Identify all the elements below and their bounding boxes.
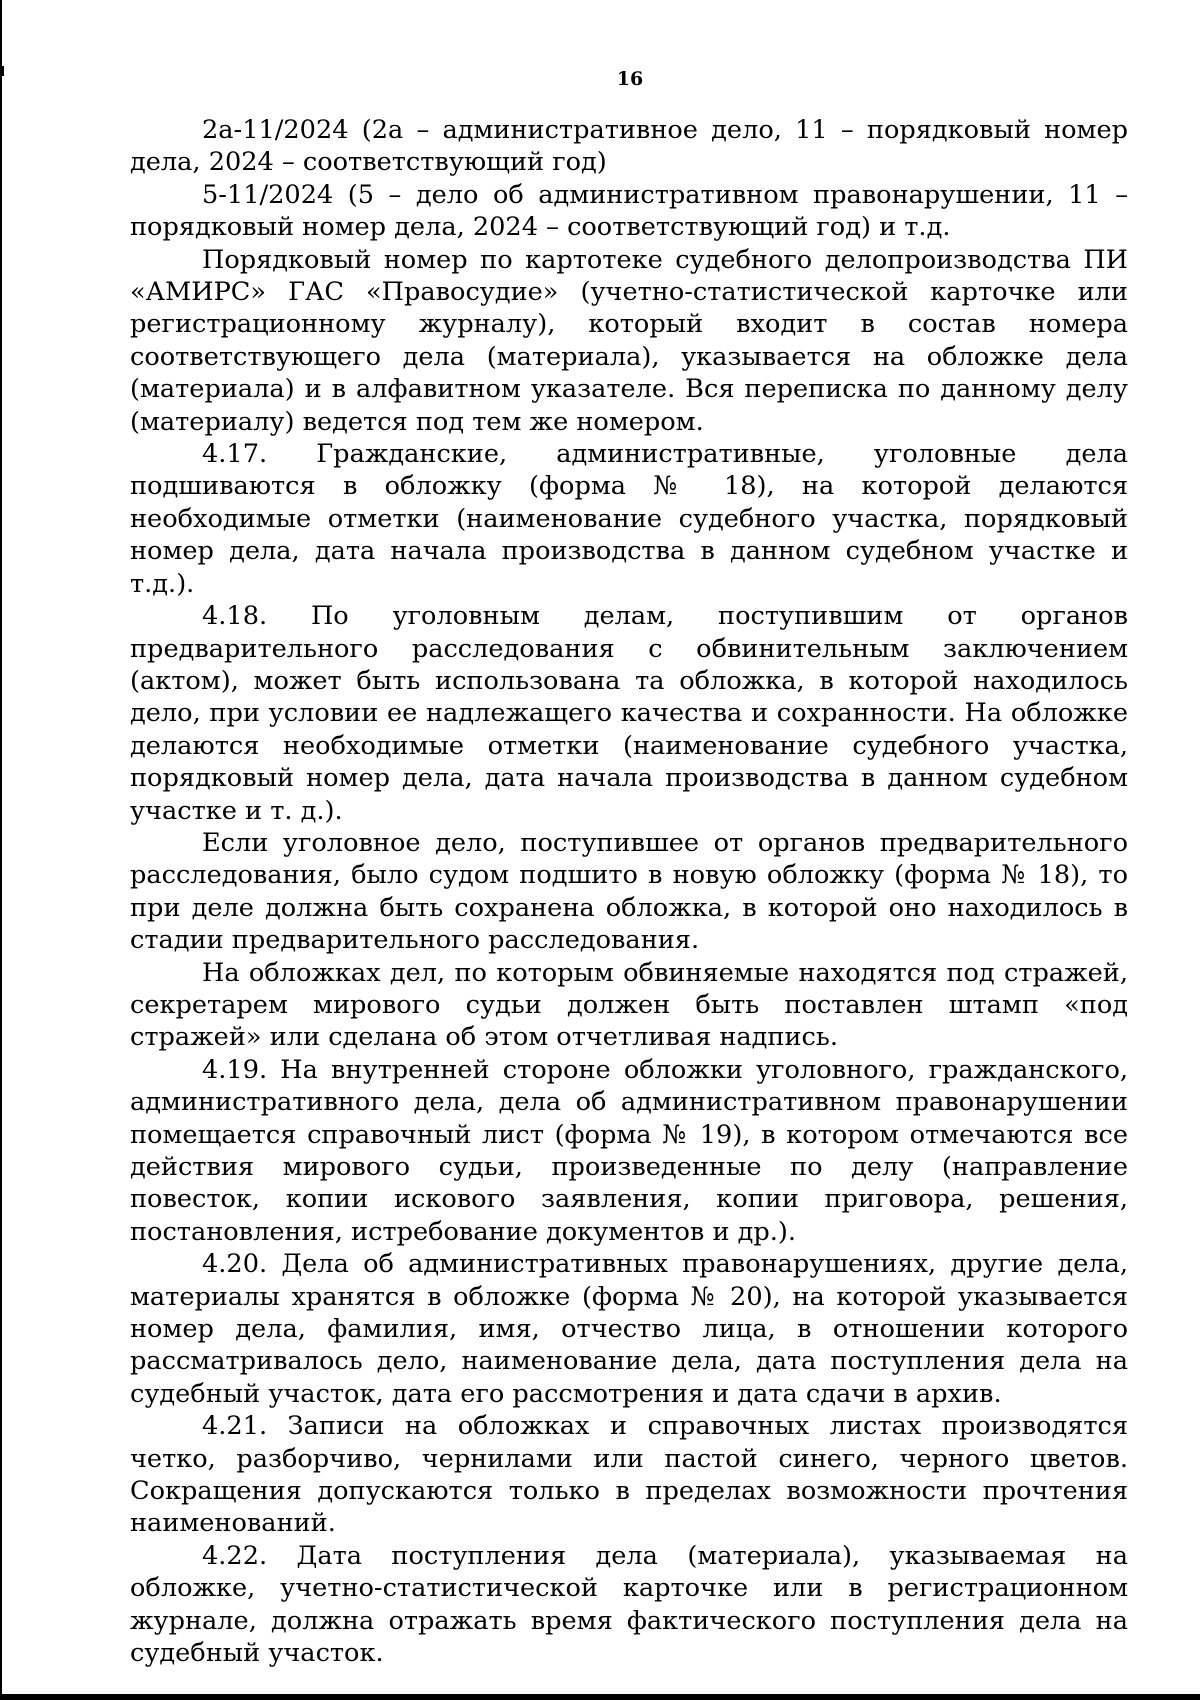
paragraph-section-4-19: 4.19. На внутренней стороне обложки уголовного, гражданского, административного дела, дела об административном правонарушении помещается справочный лист (форма № 19), в котором отмечаются все действия мирового судьи, произведенные по делу (направление повесток, копии искового заявления, копии приговора, решения, постановления, истребование документов и др.). [130,1054,1128,1247]
paragraph-new-cover: Если уголовное дело, поступившее от органов предварительного расследования, было судом подшито в новую обложку (форма № 18), то при деле должна быть сохранена обложка, в которой оно находилось в стадии предварительного расследования. [130,827,1128,956]
paragraph-section-4-17: 4.17. Гражданские, административные, уголовные дела подшиваются в обложку (форма № 18), на которой делаются необходимые отметки (наименование судебного участка, порядковый номер дела, дата начала производства в данном судебном участке и т.д.). [130,439,1128,599]
paragraph-section-4-22: 4.22. Дата поступления дела (материала), указываемая на обложке, учетно-статистической карточке или в регистрационном журнале, должна отражать время фактического поступления дела на судебный участок. [130,1540,1128,1669]
paragraph-case-number-example-admin: 2а-11/2024 (2а – административное дело, 11 – порядковый номер дела, 2024 – соответствующий год) [130,115,1128,178]
paragraph-custody-stamp: На обложках дел, по которым обвиняемые находятся под стражей, секретарем мирового судьи должен быть поставлен штамп «под стражей» или сделана об этом отчетливая надпись. [130,957,1128,1053]
paragraph-sequence-number: Порядковый номер по картотеке судебного делопроизводства ПИ «АМИРС» ГАС «Правосудие» (учетно-статистической карточке или регистрационному журналу), который входит в состав номера соответствующего дела (материала), указывается на обложке дела (материала) и в алфавитном указателе. Вся переписка по данному делу (материалу) ведется под тем же номером. [130,244,1128,437]
page-number: 16 [616,68,644,90]
paragraph-section-4-21: 4.21. Записи на обложках и справочных листах производятся четко, разборчиво, чернилами или пастой синего, черного цветов. Сокращения допускаются только в пределах возможности прочтения наименований. [130,1411,1128,1539]
scan-border-left [0,0,2,1700]
paragraph-section-4-20: 4.20. Дела об административных правонарушениях, другие дела, материалы хранятся в обложке (форма № 20), на которой указывается номер дела, фамилия, имя, отчество лица, в отношении которого рассматривалось дело, наименование дела, дата поступления дела на судебный участок, дата его рассмотрения и дата сдачи в архив. [130,1249,1128,1409]
paragraph-section-4-18: 4.18. По уголовным делам, поступившим от органов предварительного расследования с обвинительным заключением (актом), может быть использована та обложка, в которой находилось дело, при условии ее надлежащего качества и сохранности. На обложке делаются необходимые отметки (наименование судебного участка, порядковый номер дела, дата начала производства в данном судебном участке и т. д.). [130,601,1128,826]
scan-border-bottom [0,1694,1200,1700]
document-body [130,114,1128,1670]
paragraph-case-number-example-offense: 5-11/2024 (5 – дело об административном правонарушении, 11 – порядковый номер дела, 2024 – соответствующий год) и т.д. [130,179,1128,243]
